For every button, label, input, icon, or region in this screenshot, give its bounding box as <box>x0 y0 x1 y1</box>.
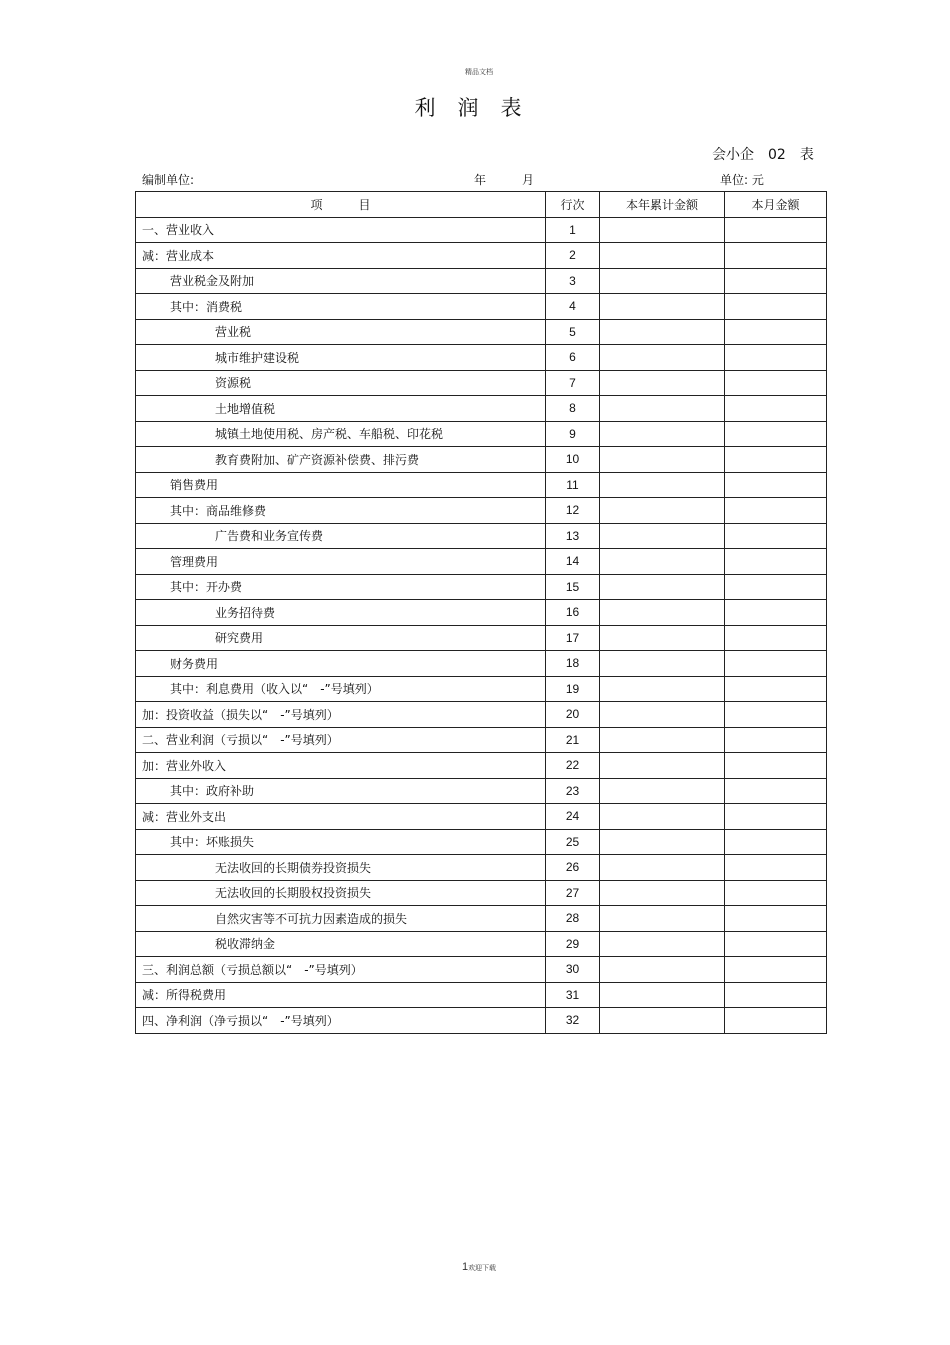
row-number: 14 <box>546 549 600 575</box>
table-row <box>136 651 827 677</box>
table-row <box>136 676 827 702</box>
ytd-amount-cell[interactable] <box>600 957 725 983</box>
row-label: 减：营业外支出 <box>136 804 546 830</box>
ytd-amount-cell[interactable] <box>600 574 725 600</box>
table-row <box>136 702 827 728</box>
table-row <box>136 855 827 881</box>
row-number: 1 <box>546 217 600 243</box>
month-amount-cell[interactable] <box>725 396 827 422</box>
row-number: 21 <box>546 727 600 753</box>
page-title: 利润表 <box>414 96 544 120</box>
ytd-amount-cell[interactable] <box>600 625 725 651</box>
row-number: 20 <box>546 702 600 728</box>
month-amount-cell[interactable] <box>725 855 827 881</box>
ytd-amount-cell[interactable] <box>600 498 725 524</box>
table-row <box>136 778 827 804</box>
ytd-amount-cell[interactable] <box>600 829 725 855</box>
row-number: 30 <box>546 957 600 983</box>
row-label: 业务招待费 <box>136 600 546 626</box>
row-label: 营业税金及附加 <box>136 268 546 294</box>
table-row <box>136 906 827 932</box>
row-label: 一、营业收入 <box>136 217 546 243</box>
footer-text: 欢迎下载 <box>468 1264 497 1272</box>
ytd-amount-cell[interactable] <box>600 880 725 906</box>
table-row <box>136 625 827 651</box>
month-amount-cell[interactable] <box>725 268 827 294</box>
month-amount-cell[interactable] <box>725 753 827 779</box>
ytd-amount-cell[interactable] <box>600 370 725 396</box>
month-amount-cell[interactable] <box>725 829 827 855</box>
month-amount-cell[interactable] <box>725 982 827 1008</box>
month-amount-cell[interactable] <box>725 319 827 345</box>
month-amount-cell[interactable] <box>725 345 827 371</box>
table-row <box>136 294 827 320</box>
row-number: 31 <box>546 982 600 1008</box>
preparer-unit-label: 编制单位: <box>142 173 195 187</box>
ytd-amount-cell[interactable] <box>600 600 725 626</box>
month-amount-cell[interactable] <box>725 523 827 549</box>
ytd-amount-cell[interactable] <box>600 855 725 881</box>
row-number: 13 <box>546 523 600 549</box>
ytd-amount-cell[interactable] <box>600 651 725 677</box>
row-number: 3 <box>546 268 600 294</box>
month-amount-cell[interactable] <box>725 294 827 320</box>
ytd-amount-cell[interactable] <box>600 982 725 1008</box>
row-label: 财务费用 <box>136 651 546 677</box>
row-number: 27 <box>546 880 600 906</box>
month-amount-cell[interactable] <box>725 957 827 983</box>
month-amount-cell[interactable] <box>725 421 827 447</box>
row-label: 加：营业外收入 <box>136 753 546 779</box>
month-amount-cell[interactable] <box>725 472 827 498</box>
row-number: 17 <box>546 625 600 651</box>
month-amount-cell[interactable] <box>725 498 827 524</box>
month-amount-cell[interactable] <box>725 702 827 728</box>
column-header-month: 本月金额 <box>725 192 827 218</box>
ytd-amount-cell[interactable] <box>600 217 725 243</box>
row-number: 25 <box>546 829 600 855</box>
table-row <box>136 1008 827 1034</box>
row-label: 销售费用 <box>136 472 546 498</box>
month-amount-cell[interactable] <box>725 778 827 804</box>
table-row <box>136 472 827 498</box>
row-number: 29 <box>546 931 600 957</box>
month-amount-cell[interactable] <box>725 676 827 702</box>
row-label: 三、利润总额（亏损总额以“ -”号填列） <box>136 957 546 983</box>
table-row <box>136 574 827 600</box>
month-amount-cell[interactable] <box>725 804 827 830</box>
table-header-row <box>136 192 827 218</box>
table-row <box>136 217 827 243</box>
month-amount-cell[interactable] <box>725 243 827 269</box>
ytd-amount-cell[interactable] <box>600 421 725 447</box>
table-row <box>136 931 827 957</box>
ytd-amount-cell[interactable] <box>600 1008 725 1034</box>
row-label: 广告费和业务宣传费 <box>136 523 546 549</box>
table-row <box>136 447 827 473</box>
row-label: 研究费用 <box>136 625 546 651</box>
row-label: 其中：商品维修费 <box>136 498 546 524</box>
row-label: 资源税 <box>136 370 546 396</box>
month-amount-cell[interactable] <box>725 447 827 473</box>
table-row <box>136 829 827 855</box>
ytd-amount-cell[interactable] <box>600 268 725 294</box>
row-number: 23 <box>546 778 600 804</box>
row-number: 2 <box>546 243 600 269</box>
row-number: 15 <box>546 574 600 600</box>
row-number: 32 <box>546 1008 600 1034</box>
row-number: 19 <box>546 676 600 702</box>
row-number: 26 <box>546 855 600 881</box>
row-label: 其中：消费税 <box>136 294 546 320</box>
row-number: 18 <box>546 651 600 677</box>
table-row <box>136 268 827 294</box>
header-note: 精品文档 <box>465 68 493 76</box>
row-number: 8 <box>546 396 600 422</box>
row-label: 其中：开办费 <box>136 574 546 600</box>
table-row <box>136 421 827 447</box>
month-amount-cell[interactable] <box>725 549 827 575</box>
table-row <box>136 370 827 396</box>
row-label: 城市维护建设税 <box>136 345 546 371</box>
ytd-amount-cell[interactable] <box>600 294 725 320</box>
table-row <box>136 523 827 549</box>
ytd-amount-cell[interactable] <box>600 727 725 753</box>
row-label: 其中：坏账损失 <box>136 829 546 855</box>
row-number: 24 <box>546 804 600 830</box>
table-row <box>136 498 827 524</box>
row-number: 6 <box>546 345 600 371</box>
row-label: 税收滞纳金 <box>136 931 546 957</box>
page-number: 1 <box>461 1261 469 1273</box>
ytd-amount-cell[interactable] <box>600 753 725 779</box>
row-label: 减：所得税费用 <box>136 982 546 1008</box>
ytd-amount-cell[interactable] <box>600 778 725 804</box>
month-amount-cell[interactable] <box>725 931 827 957</box>
row-label: 其中：政府补助 <box>136 778 546 804</box>
form-code: 会小企 02 表 <box>712 147 814 163</box>
month-amount-cell[interactable] <box>725 600 827 626</box>
row-label: 无法收回的长期股权投资损失 <box>136 880 546 906</box>
row-number: 5 <box>546 319 600 345</box>
ytd-amount-cell[interactable] <box>600 472 725 498</box>
month-amount-cell[interactable] <box>725 906 827 932</box>
row-number: 16 <box>546 600 600 626</box>
table-row <box>136 396 827 422</box>
ytd-amount-cell[interactable] <box>600 319 725 345</box>
ytd-amount-cell[interactable] <box>600 906 725 932</box>
row-label: 城镇土地使用税、房产税、车船税、印花税 <box>136 421 546 447</box>
ytd-amount-cell[interactable] <box>600 396 725 422</box>
row-number: 4 <box>546 294 600 320</box>
row-number: 22 <box>546 753 600 779</box>
row-label: 自然灾害等不可抗力因素造成的损失 <box>136 906 546 932</box>
row-number: 9 <box>546 421 600 447</box>
column-header-item: 项 目 <box>136 192 546 218</box>
month-amount-cell[interactable] <box>725 1008 827 1034</box>
month-amount-cell[interactable] <box>725 370 827 396</box>
month-amount-cell[interactable] <box>725 217 827 243</box>
row-number: 28 <box>546 906 600 932</box>
table-row <box>136 727 827 753</box>
ytd-amount-cell[interactable] <box>600 523 725 549</box>
table-row <box>136 243 827 269</box>
table-row <box>136 549 827 575</box>
row-number: 10 <box>546 447 600 473</box>
row-label: 营业税 <box>136 319 546 345</box>
row-label: 四、净利润（净亏损以“ -”号填列） <box>136 1008 546 1034</box>
table-row <box>136 982 827 1008</box>
period-label: 年 月 <box>474 173 535 187</box>
table-row <box>136 880 827 906</box>
month-amount-cell[interactable] <box>725 574 827 600</box>
month-amount-cell[interactable] <box>725 651 827 677</box>
income-statement-table <box>135 191 827 1034</box>
currency-unit-label: 单位: 元 <box>720 173 764 187</box>
row-label: 二、营业利润（亏损以“ -”号填列） <box>136 727 546 753</box>
ytd-amount-cell[interactable] <box>600 931 725 957</box>
table-row <box>136 600 827 626</box>
month-amount-cell[interactable] <box>725 880 827 906</box>
ytd-amount-cell[interactable] <box>600 804 725 830</box>
month-amount-cell[interactable] <box>725 625 827 651</box>
column-header-ytd: 本年累计金额 <box>600 192 725 218</box>
table-row <box>136 345 827 371</box>
row-label: 其中：利息费用（收入以“ -”号填列） <box>136 676 546 702</box>
ytd-amount-cell[interactable] <box>600 243 725 269</box>
row-number: 7 <box>546 370 600 396</box>
row-label: 加：投资收益（损失以“ -”号填列） <box>136 702 546 728</box>
ytd-amount-cell[interactable] <box>600 345 725 371</box>
row-label: 土地增值税 <box>136 396 546 422</box>
ytd-amount-cell[interactable] <box>600 702 725 728</box>
table-row <box>136 804 827 830</box>
row-number: 12 <box>546 498 600 524</box>
month-amount-cell[interactable] <box>725 727 827 753</box>
page-footer <box>0 1261 950 1273</box>
ytd-amount-cell[interactable] <box>600 549 725 575</box>
column-header-row-no: 行次 <box>546 192 600 218</box>
row-number: 11 <box>546 472 600 498</box>
table-row <box>136 957 827 983</box>
row-label: 减：营业成本 <box>136 243 546 269</box>
row-label: 管理费用 <box>136 549 546 575</box>
ytd-amount-cell[interactable] <box>600 676 725 702</box>
table-row <box>136 753 827 779</box>
ytd-amount-cell[interactable] <box>600 447 725 473</box>
table-row <box>136 319 827 345</box>
row-label: 无法收回的长期债券投资损失 <box>136 855 546 881</box>
row-label: 教育费附加、矿产资源补偿费、排污费 <box>136 447 546 473</box>
